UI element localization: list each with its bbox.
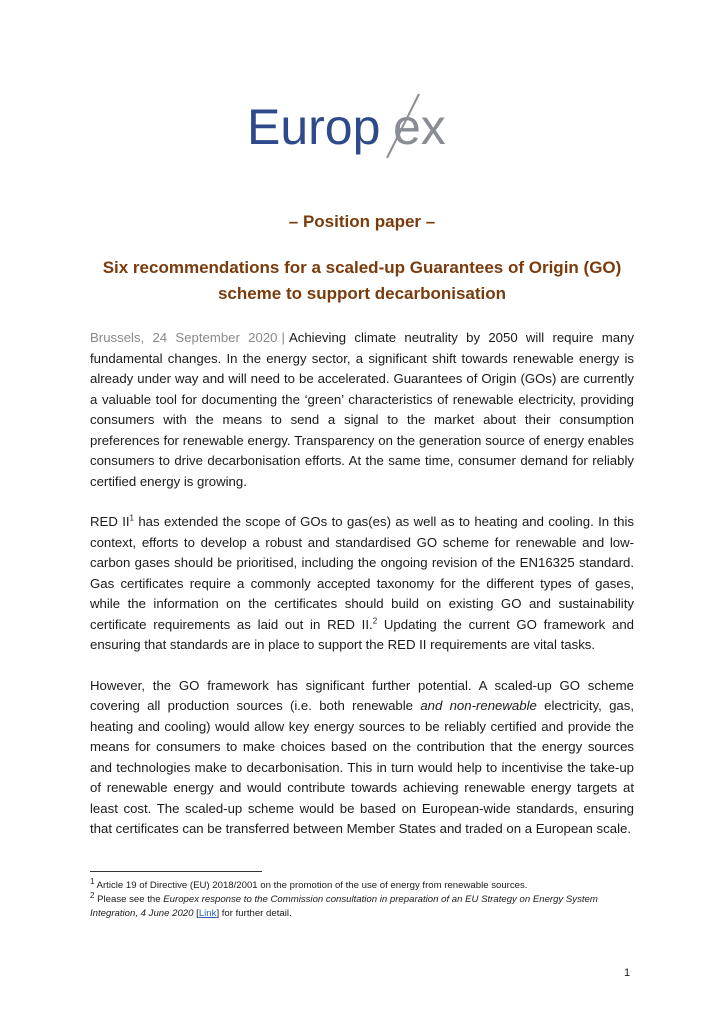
- dateline: Brussels, 24 September 2020: [90, 330, 278, 345]
- footnote-2-suffix: ] for further detail.: [216, 908, 292, 919]
- footnote-2-bracket: [: [193, 908, 199, 919]
- footnote-2-link[interactable]: Link: [198, 908, 217, 919]
- title-line-1: Six recommendations for a scaled-up Guarantees of Origin (GO): [102, 258, 622, 277]
- paragraph-3-start: However, the GO framework has significant further potential. A scaled-up GO scheme covering all production sources (i.e. both renewable: [90, 677, 634, 713]
- paragraph-2-end: Updating the current GO framework and ensuring that standards are in place to support the RED II requirements are vital tasks.: [90, 616, 635, 652]
- svg-text:Europ: Europ: [247, 99, 381, 155]
- footnote-divider: [90, 871, 262, 872]
- paragraph-3-end: electricity, gas, heating and cooling) would allow key energy sources to be reliably certified and provide the means for consumers to make choices based on the contribution that the energy sources and technologies make to decarbonisation. This in turn would help to incentivise the take-up of renewable energy and would contribute towards achieving renewable energy targets at least cost. The scaled-up scheme would be based on European-wide standards, ensuring that certificates can be transferred between Member States and traded on a European scale.: [90, 698, 635, 836]
- footnote-1-number: 1: [90, 876, 95, 886]
- paragraph-2-middle: has extended the scope of GOs to gas(es) as well as to heating and cooling. In this context, efforts to develop a robust and standardised GO scheme for renewable and low-carbon gases should be prioritised, including the ongoing revision of the EN16325 standard. Gas certificates require a commonly accepted taxonomy for the different types of gases, while the information on the certificates should build on existing GO and sustainability certificate requirements as laid out in RED II.: [90, 514, 634, 632]
- footnote-2-emphasis: Europex response to the Commission consultation in preparation of an EU Strategy on Energy System Integration, 4 June 2020: [90, 894, 598, 919]
- paragraph-2: [90, 512, 634, 656]
- footnote-1: [90, 876, 634, 893]
- paragraph-1: [90, 328, 634, 492]
- document-type-heading: – Position paper –: [288, 212, 436, 231]
- paragraph-2-start: RED II: [90, 514, 130, 529]
- europex-logo-graphic: [247, 86, 477, 166]
- europex-logo: [0, 86, 724, 166]
- footnote-ref-2[interactable]: 2: [372, 616, 378, 626]
- footnotes: [90, 876, 634, 921]
- svg-text:ex: ex: [393, 99, 446, 155]
- title-line-2: scheme to support decarbonisation: [217, 284, 507, 303]
- page-number: 1: [624, 967, 631, 979]
- paragraph-1-text: Achieving climate neutrality by 2050 will require many fundamental changes. In the energy sector, a significant shift towards renewable energy is already under way and will need to be accelerated. Guarantees of Origin (GOs) are currently a valuable tool for documenting the ‘green’ characteristics of renewable electricity, providing consumers with the means to send a signal to the market about their consumption preferences for renewable energy. Transparency on the generation source of energy enables consumers to drive decarbonisation efforts. At the same time, consumer demand for reliably certified energy is growing.: [90, 330, 635, 489]
- footnote-2-prefix: Please see the: [94, 894, 164, 905]
- paragraph-3-emphasis: and non-renewable: [420, 698, 537, 713]
- footnote-1-text: Article 19 of Directive (EU) 2018/2001 on the promotion of the use of energy from renewable sources.: [94, 880, 528, 891]
- document-title: [90, 255, 634, 307]
- paragraph-3: [90, 676, 634, 840]
- footnote-ref-1[interactable]: 1: [129, 513, 134, 523]
- footnote-2: [90, 890, 634, 921]
- footnote-2-number: 2: [90, 890, 95, 900]
- dateline-separator: |: [281, 330, 285, 345]
- body-text: [90, 328, 634, 860]
